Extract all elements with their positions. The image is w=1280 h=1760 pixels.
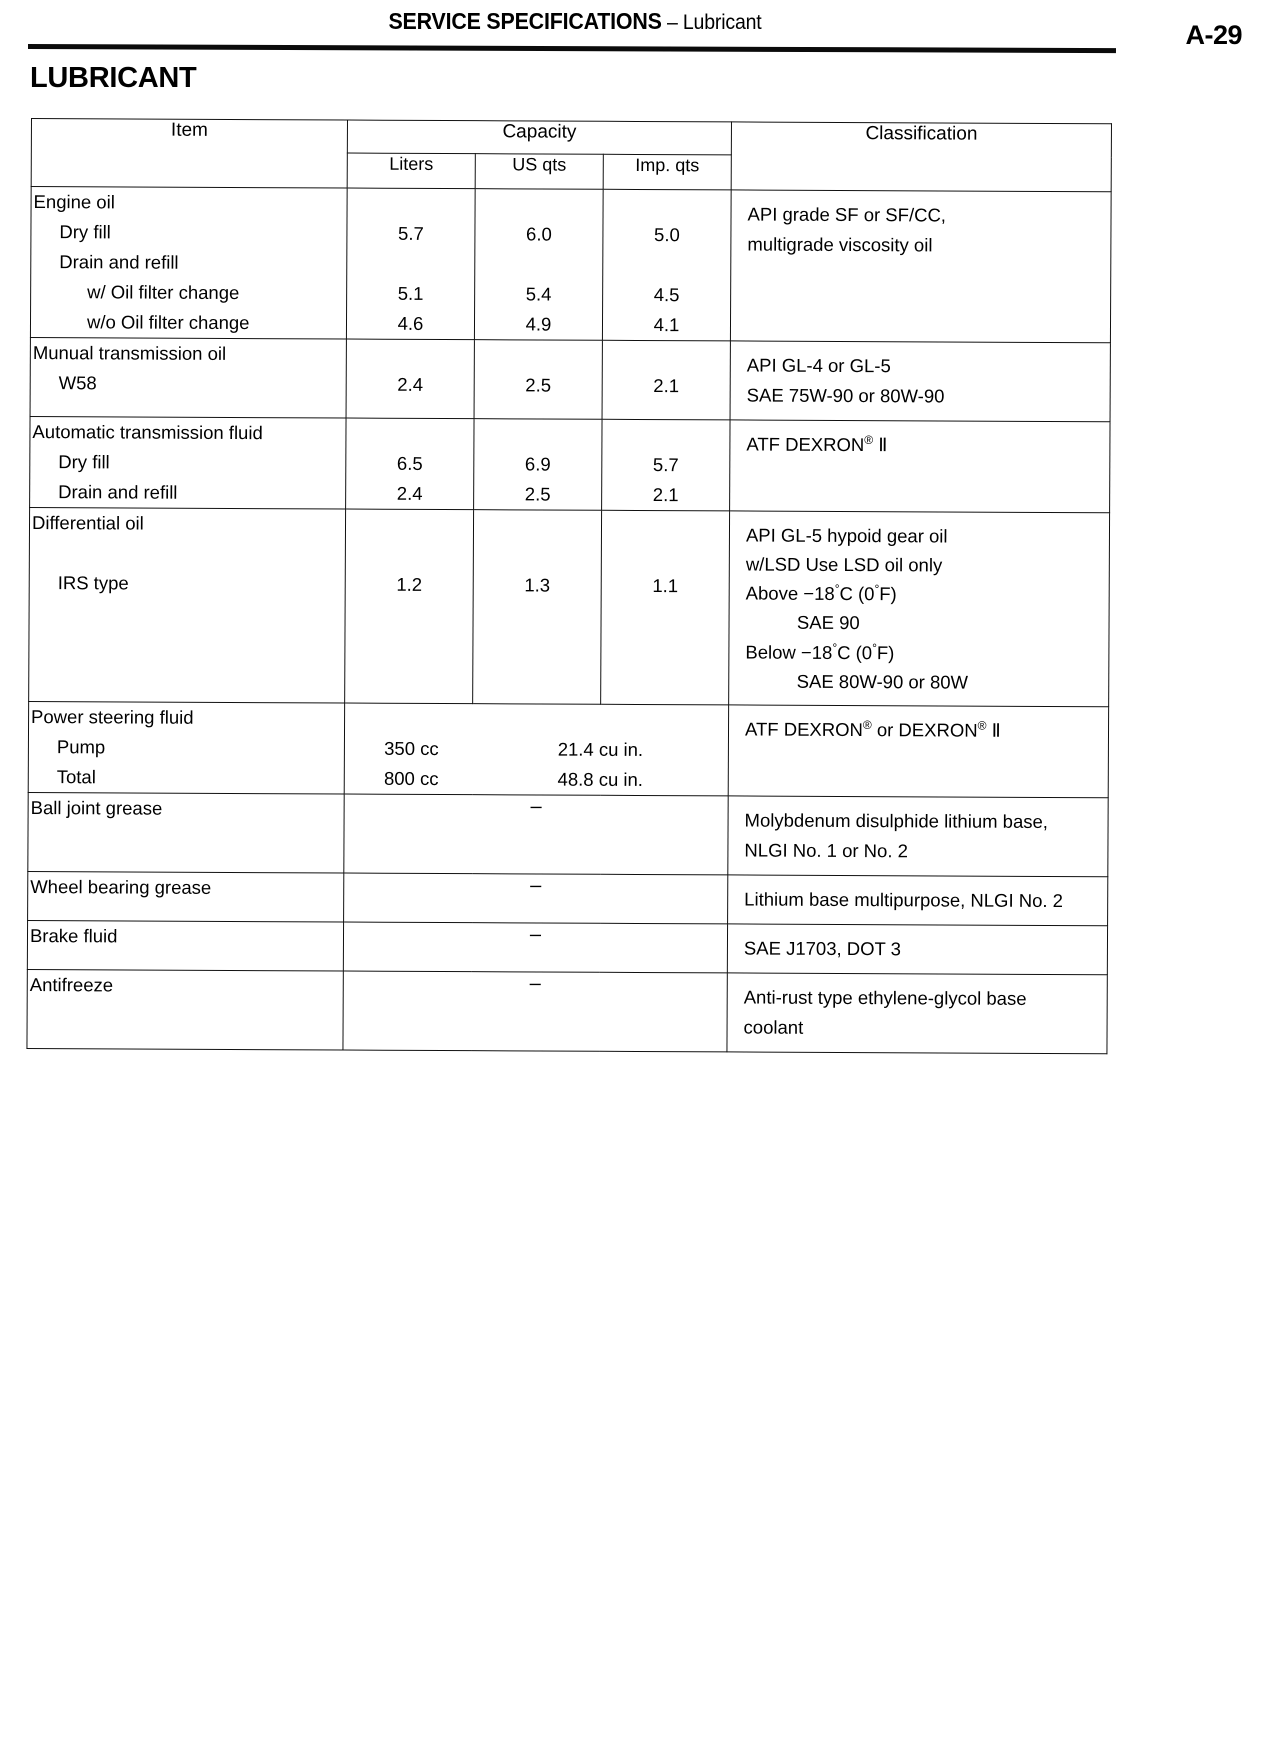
cell-capacity-none: –	[344, 873, 728, 924]
capacity-value: 1.1	[652, 574, 679, 596]
cell-classification	[728, 705, 1108, 798]
capacity-value-metric: 800 cc	[383, 767, 439, 789]
lubricant-specification-table	[26, 118, 1112, 1054]
classification-line: coolant	[743, 1016, 804, 1038]
column-header-item: Item	[31, 119, 347, 189]
cell-item	[30, 416, 346, 508]
table-body	[27, 187, 1111, 1054]
cell-classification	[728, 796, 1108, 877]
cell-us-qts	[474, 189, 603, 340]
table-row	[27, 920, 1107, 974]
column-header-classification: Classification	[731, 122, 1111, 192]
capacity-value	[604, 190, 731, 221]
item-label: Dry fill	[59, 221, 111, 243]
classification-line: Above −18°C (0°F)	[745, 581, 897, 605]
item-label: w/o Oil filter change	[86, 311, 250, 333]
running-head-title	[40, 8, 1110, 35]
item-label: Dry fill	[58, 450, 110, 473]
capacity-value	[346, 509, 473, 540]
column-header-us-qts: US qts	[475, 154, 603, 190]
table-head	[31, 119, 1111, 192]
table-row	[28, 701, 1108, 797]
capacity-value: 4.1	[653, 313, 680, 336]
item-label: Differential oil	[31, 511, 144, 534]
item-label: Antifreeze	[29, 973, 114, 996]
table-row	[30, 416, 1110, 512]
item-label: Power steering fluid	[31, 706, 194, 728]
capacity-value	[602, 420, 729, 451]
capacity-value	[476, 189, 603, 220]
cell-us-qts	[474, 340, 602, 420]
item-label: Pump	[56, 736, 106, 758]
capacity-value: 6.9	[524, 453, 551, 475]
running-head-title-sub: Lubricant	[682, 11, 762, 34]
capacity-value: 6.5	[396, 452, 423, 474]
lubricant-table-wrapper	[26, 118, 1111, 1054]
table-row	[30, 337, 1110, 421]
capacity-value: 1.2	[396, 573, 423, 595]
cell-liters	[346, 418, 474, 510]
capacity-value: 2.4	[397, 373, 424, 395]
classification-line: Molybdenum disulphide lithium base,	[744, 809, 1049, 832]
cell-item	[28, 871, 344, 922]
capacity-value	[603, 341, 730, 372]
capacity-row	[345, 763, 728, 795]
item-label	[30, 538, 345, 570]
cell-classification	[727, 973, 1107, 1054]
capacity-value	[475, 249, 602, 280]
page-number: A-29	[1185, 20, 1242, 50]
capacity-value: 5.0	[654, 224, 680, 246]
item-label: Wheel bearing grease	[30, 875, 212, 898]
capacity-value: 2.5	[525, 374, 552, 396]
capacity-value	[474, 419, 601, 450]
cell-item	[27, 969, 343, 1049]
table-row	[30, 187, 1111, 343]
capacity-value	[475, 340, 602, 371]
column-header-imp-qts: Imp. qts	[603, 154, 731, 190]
running-head-title-main: SERVICE SPECIFICATIONS	[388, 8, 662, 34]
cell-liters	[346, 188, 475, 339]
column-header-liters: Liters	[347, 153, 475, 189]
cell-capacity-none: –	[343, 922, 727, 973]
running-head-title-separator: –	[661, 11, 683, 34]
cell-classification	[730, 341, 1110, 422]
item-label: Brake fluid	[29, 924, 118, 947]
classification-line: SAE J1703, DOT 3	[743, 937, 902, 960]
classification-line: API GL-4 or GL-5	[746, 354, 891, 377]
item-label: Total	[56, 766, 96, 788]
capacity-value	[347, 248, 474, 279]
capacity-value: 2.1	[653, 374, 680, 396]
classification-line: ATF DEXRON® or DEXRON® Ⅱ	[744, 717, 1001, 741]
classification-line: w/LSD Use LSD oil only	[745, 553, 943, 576]
classification-line: Below −18°C (0°F)	[745, 640, 895, 663]
capacity-value: 2.4	[396, 482, 423, 504]
classification-line: API GL-5 hypoid gear oil	[745, 524, 948, 547]
cell-us-qts	[473, 509, 602, 704]
classification-line: Anti-rust type ethylene-glycol base	[743, 986, 1027, 1009]
capacity-value: 5.1	[397, 282, 424, 304]
cell-classification	[730, 190, 1111, 343]
cell-liters	[346, 339, 474, 419]
classification-line: SAE 80W-90 or 80W	[745, 670, 969, 693]
capacity-value: 4.6	[397, 312, 424, 334]
capacity-value	[346, 539, 473, 570]
cell-item	[30, 337, 346, 417]
table-header-row-1	[31, 119, 1111, 157]
cell-item	[29, 507, 346, 703]
item-label: Drain and refill	[59, 251, 179, 273]
cell-imp-qts	[602, 419, 730, 511]
table-row	[29, 507, 1110, 707]
item-label: w/ Oil filter change	[87, 281, 240, 303]
classification-line: Lithium base multipurpose, NLGI No. 2	[744, 888, 1064, 911]
capacity-value	[602, 510, 729, 541]
capacity-value: 4.5	[653, 283, 680, 306]
cell-imp-qts	[602, 340, 730, 420]
capacity-value: 1.3	[524, 574, 551, 596]
capacity-value-imperial: 48.8 cu in.	[557, 768, 644, 790]
item-label: Drain and refill	[58, 480, 178, 503]
capacity-value: 5.7	[398, 222, 424, 244]
cell-classification	[728, 875, 1108, 926]
capacity-value	[346, 418, 473, 449]
capacity-value: 2.1	[652, 483, 679, 505]
cell-item	[28, 792, 344, 872]
item-label: Automatic transmission fluid	[32, 420, 263, 443]
cell-classification	[730, 420, 1110, 513]
cell-classification	[729, 511, 1110, 707]
capacity-value	[347, 339, 474, 370]
running-head	[0, 8, 1280, 48]
classification-line: NLGI No. 1 or No. 2	[744, 839, 908, 862]
capacity-value-imperial: 21.4 cu in.	[557, 738, 644, 760]
cell-capacity-none: –	[343, 971, 727, 1052]
classification-line: SAE 90	[745, 611, 860, 634]
table-row	[28, 792, 1108, 876]
capacity-value: 6.0	[526, 223, 552, 245]
cell-imp-qts	[601, 510, 730, 705]
capacity-value	[474, 510, 601, 541]
cell-imp-qts	[602, 189, 731, 340]
page-title: LUBRICANT	[30, 62, 197, 94]
item-label: Engine oil	[33, 191, 115, 213]
capacity-value: 5.7	[652, 453, 679, 475]
capacity-value-metric: 350 cc	[384, 737, 439, 759]
cell-capacity-none: –	[344, 794, 728, 875]
item-label: Munual transmission oil	[32, 341, 227, 364]
column-header-capacity: Capacity	[347, 120, 731, 155]
item-label: IRS type	[57, 571, 129, 594]
classification-line: ATF DEXRON® Ⅱ	[746, 432, 888, 455]
cell-capacity-split	[344, 703, 728, 796]
capacity-value	[474, 540, 601, 571]
capacity-row	[345, 734, 728, 766]
table-row	[27, 969, 1107, 1053]
capacity-row	[345, 704, 728, 736]
table-row	[28, 871, 1108, 925]
capacity-value: 5.4	[525, 283, 552, 305]
capacity-value	[348, 189, 475, 220]
cell-item	[27, 920, 343, 971]
cell-us-qts	[474, 418, 602, 510]
capacity-value	[603, 250, 730, 281]
cell-item	[30, 187, 347, 339]
item-label: W58	[58, 371, 97, 394]
capacity-value: 2.5	[524, 483, 551, 505]
item-label: Ball joint grease	[30, 796, 163, 819]
cell-item	[28, 701, 344, 793]
cell-classification	[727, 924, 1107, 975]
cell-liters	[345, 509, 474, 704]
classification-line: SAE 75W-90 or 80W-90	[746, 384, 945, 407]
classification-line: API grade SF or SF/CC,	[747, 203, 947, 226]
capacity-value: 4.9	[525, 313, 552, 335]
classification-line: multigrade viscosity oil	[747, 233, 933, 256]
capacity-value	[602, 540, 729, 571]
